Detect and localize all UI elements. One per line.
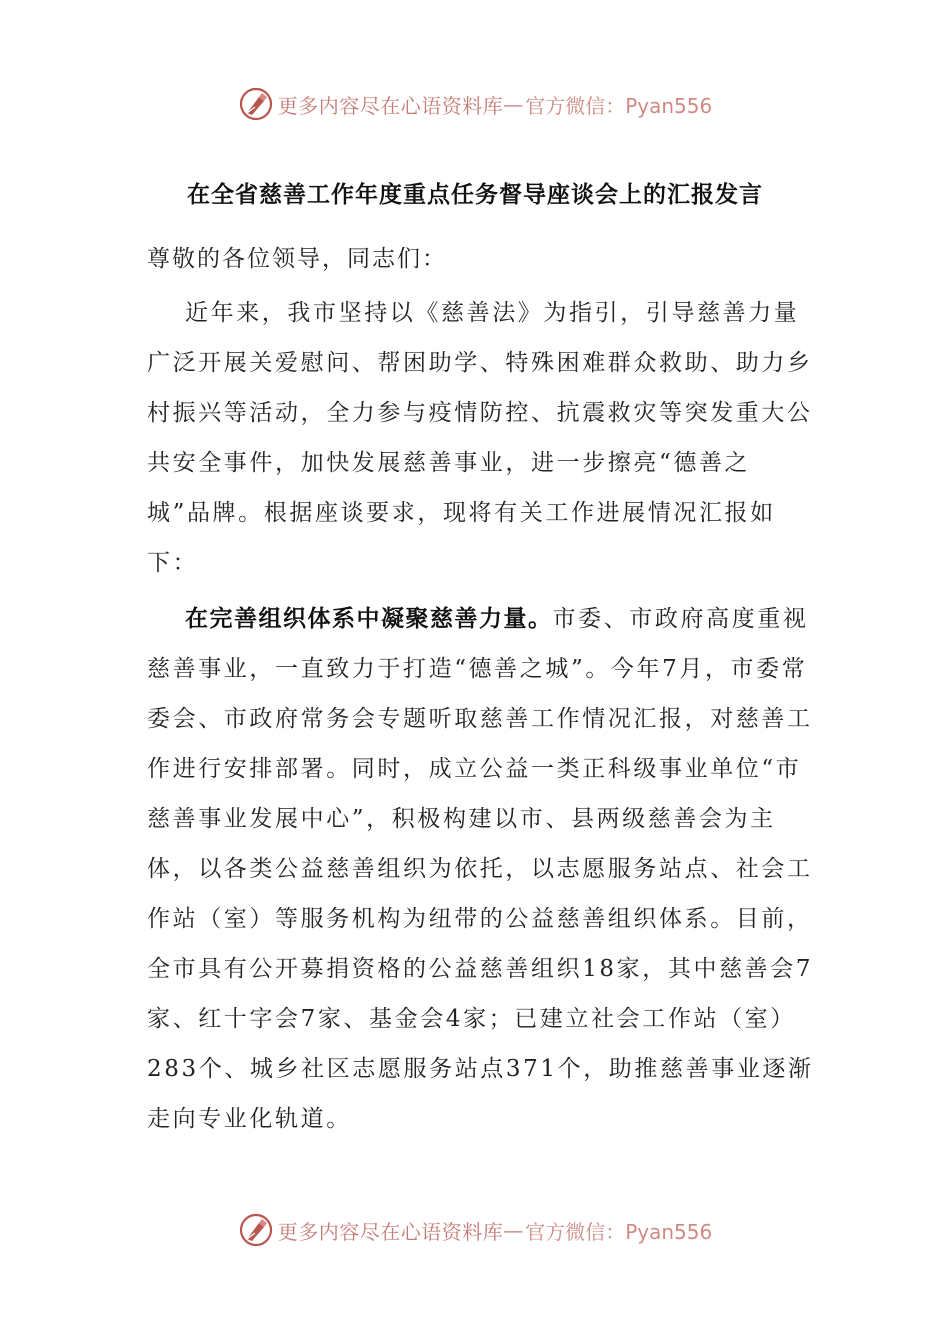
document-body bbox=[147, 234, 815, 1144]
salutation: 尊敬的各位领导，同志们： bbox=[147, 246, 447, 272]
watermark-separator: — bbox=[503, 92, 524, 116]
document-title: 在全省慈善工作年度重点任务督导座谈会上的汇报发言 bbox=[187, 181, 763, 208]
paragraph-intro: 近年来，我市坚持以《慈善法》为指引，引导慈善力量广泛开展关爱慰问、帮困助学、特殊困难群众救助、助力乡村振兴等活动，全力参与疫情防控、抗震救灾等突发重大公共安全事件，加快发展慈善事业，进一步擦亮“德善之城”品牌。根据座谈要求，现将有关工作进展情况汇报如下： bbox=[147, 300, 813, 576]
paragraph-organization bbox=[147, 594, 815, 1144]
watermark-wechat: 官方微信：Pyan556 bbox=[525, 93, 713, 118]
pen-nib-logo-icon bbox=[238, 1212, 274, 1248]
watermark-separator: — bbox=[503, 1218, 524, 1242]
footer-watermark bbox=[0, 1210, 950, 1250]
watermark-wechat: 官方微信：Pyan556 bbox=[525, 1219, 713, 1244]
header-watermark bbox=[0, 84, 950, 124]
watermark-text: 更多内容尽在心语资料库 bbox=[277, 1219, 504, 1244]
paragraph-body-text: 市委、市政府高度重视慈善事业，一直致力于打造“德善之城”。今年7月，市委常委会、市政府常务会专题听取慈善工作情况汇报，对慈善工作进行安排部署。同时，成立公益一类正科级事业单位“市慈善事业发展中心”，积极构建以市、县两级慈善会为主体，以各类公益慈善组织为依托，以志愿服务站点、社会工作站（室）等服务机构为纽带的公益慈善组织体系。目前，全市具有公开募捐资格的公益慈善组织18家，其中慈善会7家、红十字会7家、基金会4家；已建立社会工作站（室）283个、城乡社区志愿服务站点371个，助推慈善事业逐渐走向专业化轨道。 bbox=[147, 606, 814, 1132]
paragraph-lead-heading: 在完善组织体系中凝聚慈善力量。 bbox=[185, 605, 553, 632]
pen-nib-logo-icon bbox=[238, 86, 274, 122]
watermark-text: 更多内容尽在心语资料库 bbox=[277, 93, 504, 118]
